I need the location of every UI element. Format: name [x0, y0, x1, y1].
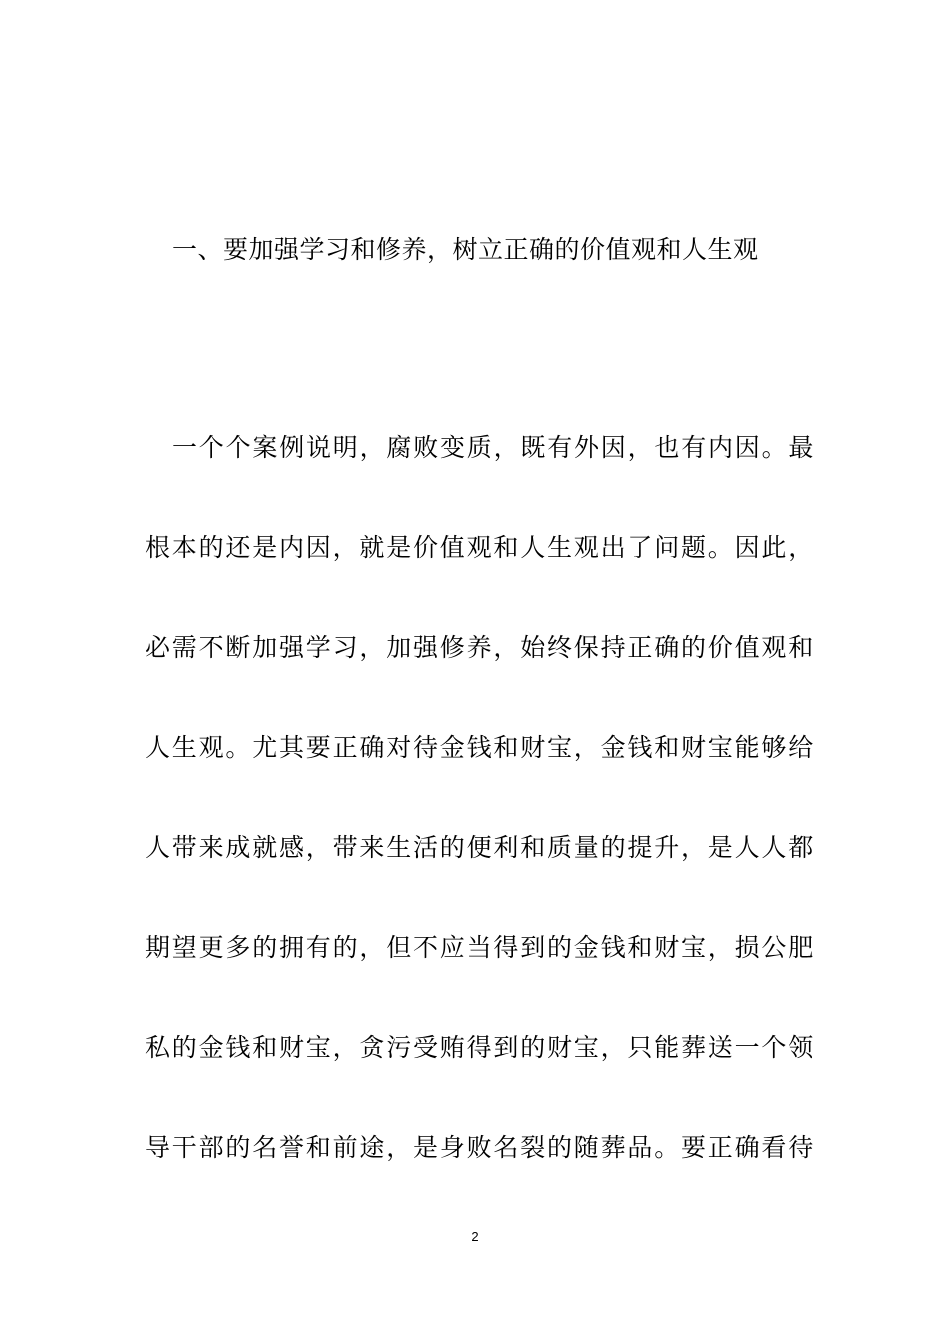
paragraph-line: 一个个案例说明，腐败变质，既有外因，也有内因。最 [172, 433, 816, 462]
paragraph-line: 导干部的名誉和前途，是身败名裂的随葬品。要正确看待 [145, 1133, 816, 1162]
body-paragraph [145, 428, 816, 1228]
paragraph-line: 人带来成就感，带来生活的便利和质量的提升，是人人都 [145, 833, 816, 862]
paragraph-line: 根本的还是内因，就是价值观和人生观出了问题。因此， [145, 533, 816, 562]
page-number: 2 [471, 1229, 479, 1244]
paragraph-line: 期望更多的拥有的，但不应当得到的金钱和财宝，损公肥 [145, 933, 816, 962]
section-heading: 一、要加强学习和修养，树立正确的价值观和人生观 [172, 235, 759, 264]
paragraph-line: 私的金钱和财宝，贪污受贿得到的财宝，只能葬送一个领 [145, 1033, 816, 1062]
paragraph-line: 人生观。尤其要正确对待金钱和财宝，金钱和财宝能够给 [145, 733, 816, 762]
paragraph-line: 必需不断加强学习，加强修养，始终保持正确的价值观和 [145, 633, 816, 662]
